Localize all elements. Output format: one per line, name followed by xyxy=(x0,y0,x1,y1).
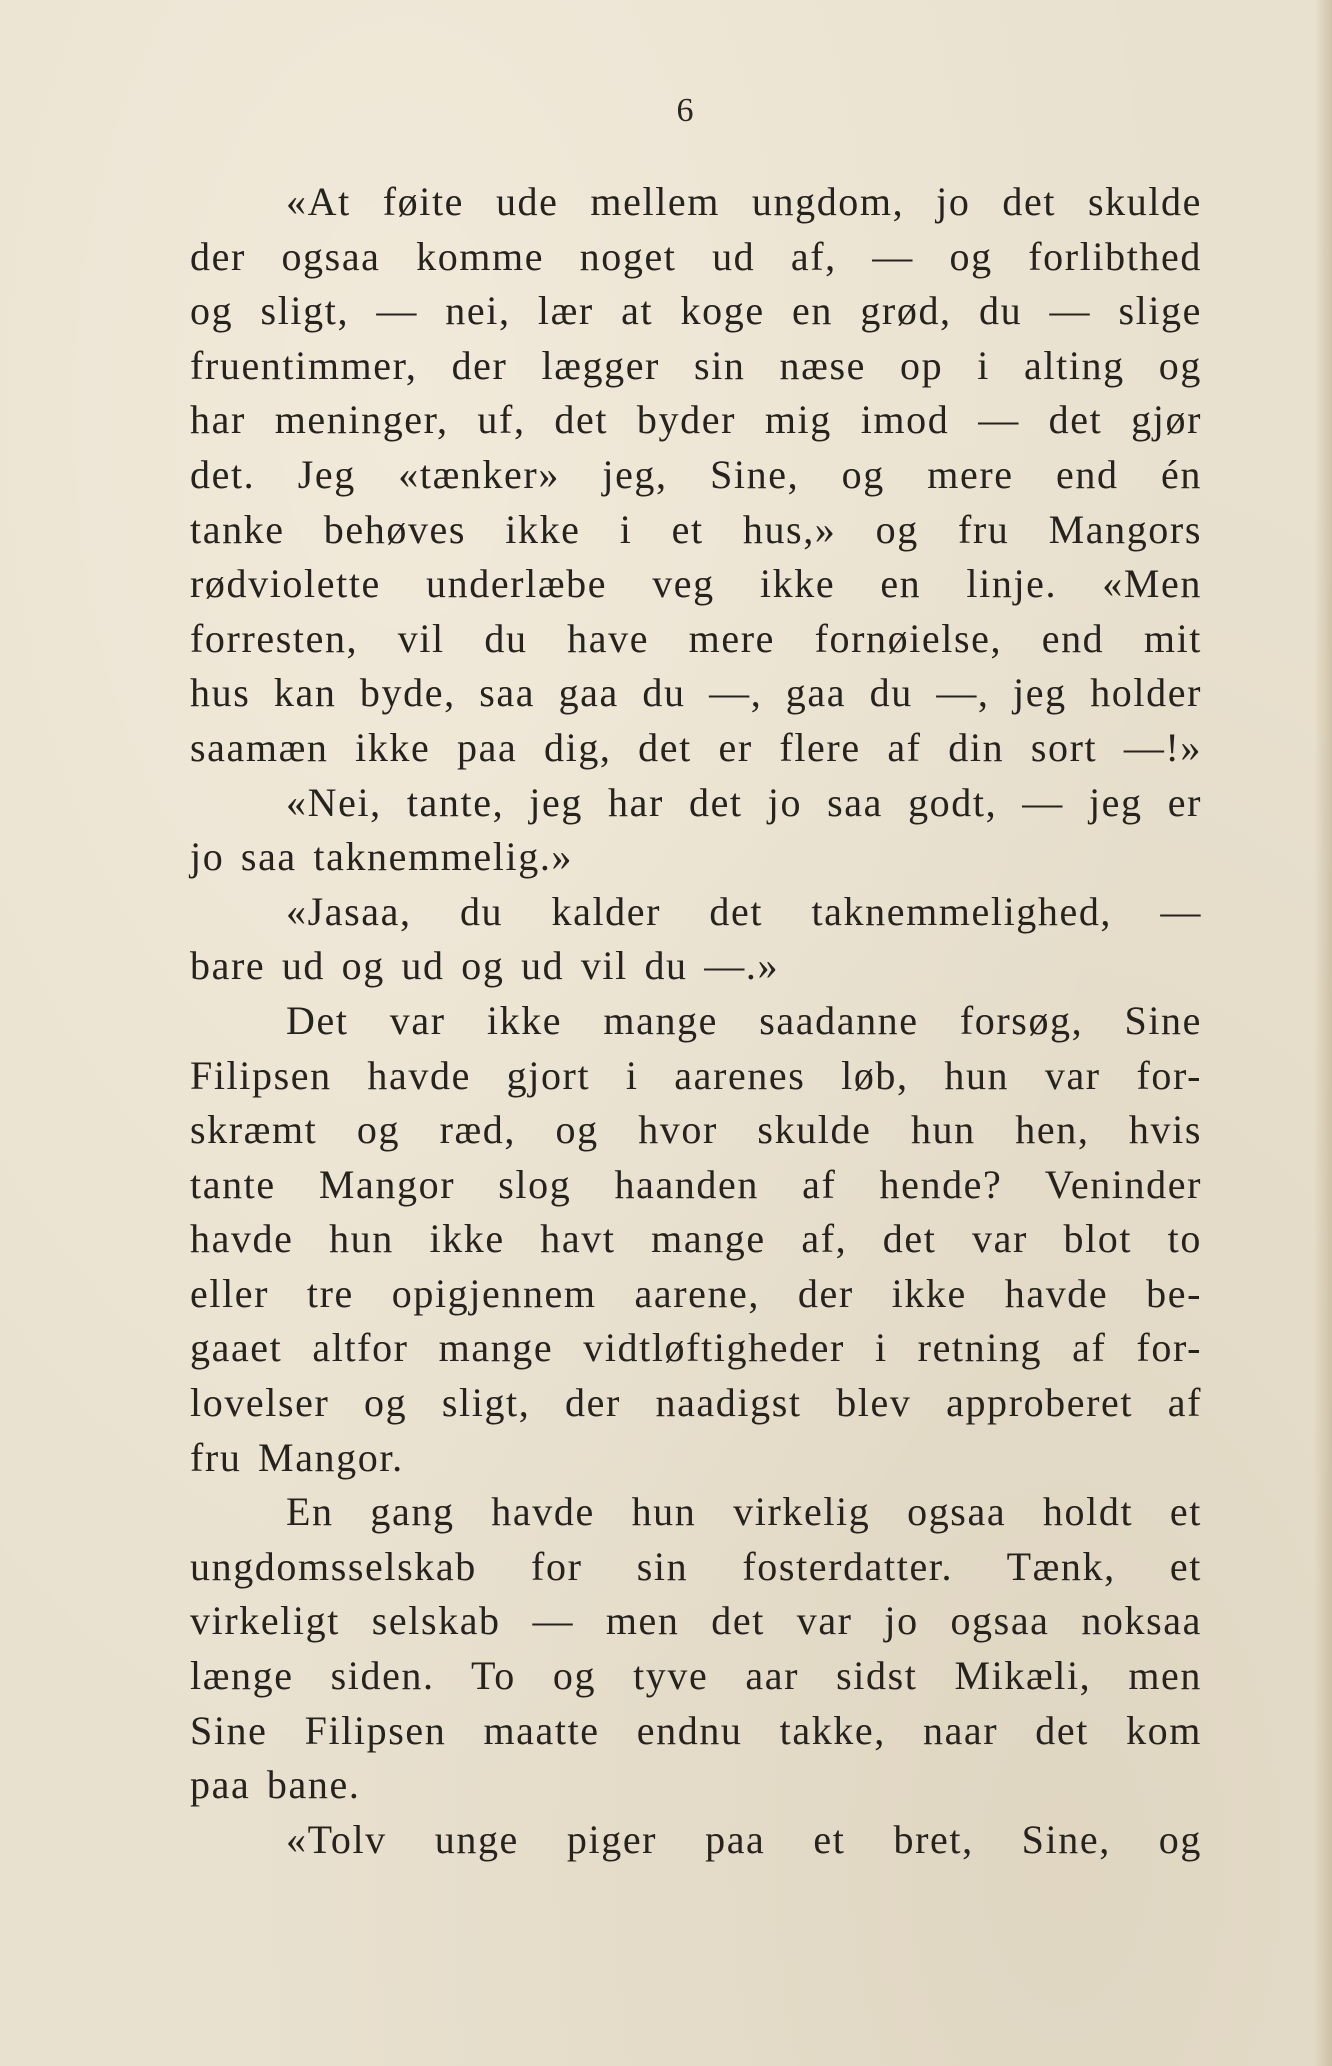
text-line: jo saa taknemmelig.» xyxy=(190,834,574,880)
text-line: «At føite ude mellem ungdom, jo det skulde xyxy=(286,179,1202,224)
text-line: saamæn ikke paa dig, det er flere af din sort —!» xyxy=(190,724,1202,770)
text-line: skræmt og ræd, og hvor skulde hun hen, hvis xyxy=(190,1107,1202,1153)
page-number: 6 xyxy=(676,92,694,129)
text-line: «Tolv unge piger paa et bret, Sine, og xyxy=(286,1816,1202,1862)
text-line: fruentimmer, der lægger sin næse op i alting og xyxy=(190,342,1202,388)
text-line: fru Mangor. xyxy=(190,1434,404,1480)
text-line: det. Jeg «tænker» jeg, Sine, og mere end én xyxy=(190,451,1202,497)
text-line: «Jasaa, du kalder det taknemmelighed, — xyxy=(286,888,1202,934)
page-edge-shadow xyxy=(1314,0,1332,2066)
text-line: tante Mangor slog haanden af hende? Veninder xyxy=(190,1161,1202,1207)
body-text xyxy=(190,175,1202,1867)
text-line: Filipsen havde gjort i aarenes løb, hun var for- xyxy=(190,1052,1202,1098)
text-line: og sligt, — nei, lær at koge en grød, du — slige xyxy=(190,288,1202,334)
text-line: paa bane. xyxy=(190,1762,361,1808)
text-line: forresten, vil du have mere fornøielse, end mit xyxy=(190,615,1202,661)
text-line: gaaet altfor mange vidtløftigheder i retning af for- xyxy=(190,1325,1202,1371)
text-line: rødviolette underlæbe veg ikke en linje. «Men xyxy=(190,561,1202,607)
text-line: «Nei, tante, jeg har det jo saa godt, — jeg er xyxy=(286,779,1202,825)
text-line: tanke behøves ikke i et hus,» og fru Mangors xyxy=(190,506,1202,552)
text-line: havde hun ikke havt mange af, det var blot to xyxy=(190,1216,1202,1262)
text-line: virkeligt selskab — men det var jo ogsaa noksaa xyxy=(190,1598,1202,1644)
text-line: Det var ikke mange saadanne forsøg, Sine xyxy=(286,997,1202,1043)
text-line: der ogsaa komme noget ud af, — og forlibthed xyxy=(190,233,1202,279)
text-line: bare ud og ud og ud vil du —.» xyxy=(190,943,780,989)
text-line: længe siden. To og tyve aar sidst Mikæli, men xyxy=(190,1653,1202,1699)
text-line: En gang havde hun virkelig ogsaa holdt et xyxy=(286,1489,1202,1535)
text-line: eller tre opigjennem aarene, der ikke havde be- xyxy=(190,1270,1202,1316)
text-line: Sine Filipsen maatte endnu takke, naar det kom xyxy=(190,1707,1202,1753)
text-line: lovelser og sligt, der naadigst blev approberet af xyxy=(190,1380,1202,1426)
text-line: har meninger, uf, det byder mig imod — det gjør xyxy=(190,397,1202,443)
text-line: hus kan byde, saa gaa du —, gaa du —, jeg holder xyxy=(190,670,1202,716)
text-line: ungdomsselskab for sin fosterdatter. Tænk, et xyxy=(190,1543,1202,1589)
